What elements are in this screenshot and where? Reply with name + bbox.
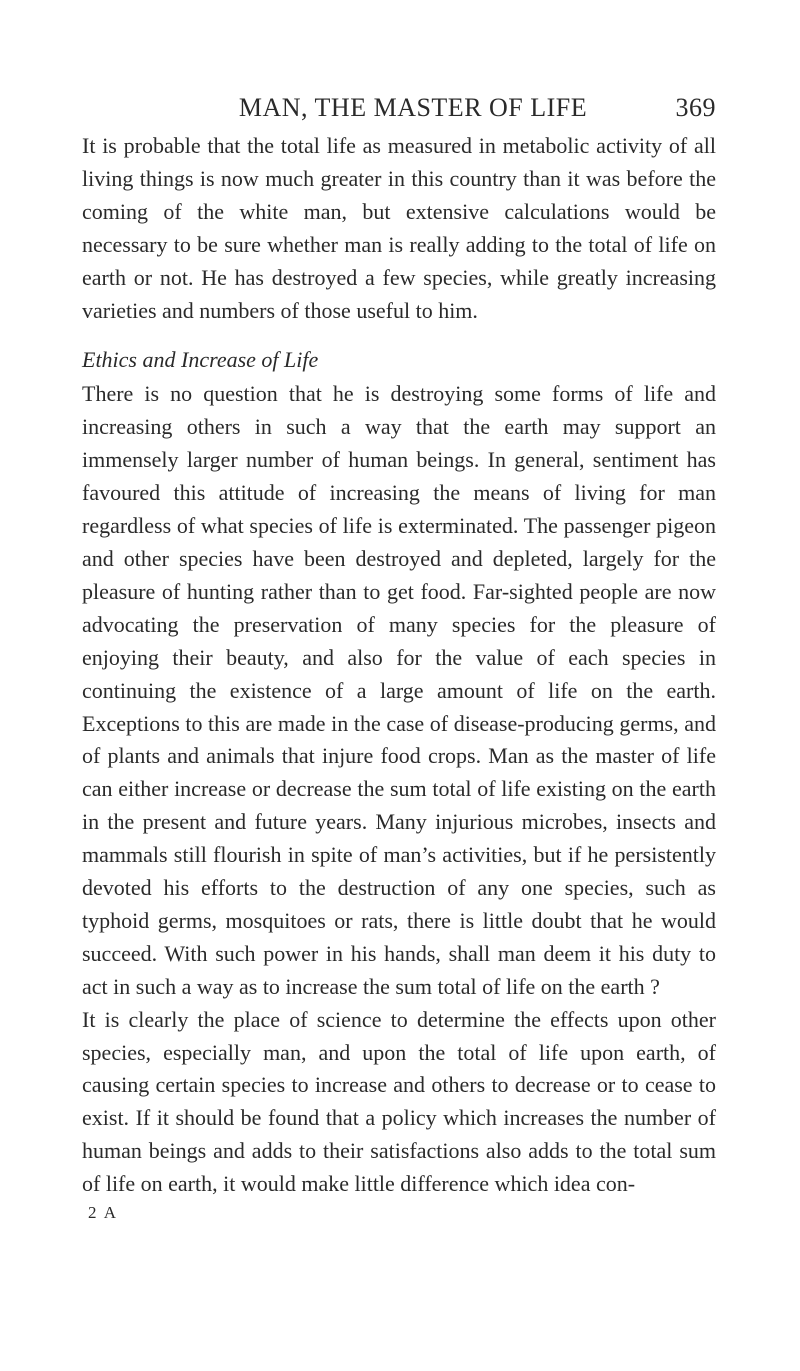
paragraph-3: It is clearly the place of science to determine the effects upon other species, especially man, and upon the total of life upon earth, of causing certain species to increase and others to decrease or to cease to exist. If it should be found that a policy which increases the number of human beings and adds to their satisfactions also adds to the total sum of life on earth, it would make little difference which idea con- (82, 1006, 716, 1197)
running-title: MAN, THE MASTER OF LIFE (238, 93, 588, 122)
section-heading: Ethics and Increase of Life (82, 347, 319, 373)
page-number: 369 (675, 93, 716, 122)
paragraph-1: It is probable that the total life as measured in metabolic activity of all living things is now much greater in this country than it was before the coming of the white man, but extensive calculations would be necessary to be sure whether man is really adding to the total of life on earth or not. He has destroyed a few species, while greatly increasing varieties and numbers of those useful to him. (82, 133, 716, 323)
book-page (82, 88, 716, 1225)
signature-mark: 2 A (88, 1203, 119, 1223)
running-head (82, 88, 716, 128)
paragraph-2: There is no question that he is destroying some forms of life and increasing others in such a way that the earth may support an immensely larger number of human beings. In general, sentiment has favoured this attitude of increasing the means of living for man regardless of what species of life is exterminated. The passenger pigeon and other species have been destroyed and depleted, largely for the pleasure of hunting rather than to get food. Far-sighted people are now advocating the preservation of many species for the pleasure of enjoying their beauty, and also for the value of each species in continuing the existence of a large amount of life on the earth. Exceptions to this are made in the case of disease-producing germs, and of plants and animals that injure food crops. Man as the master of life can either increase or decrease the sum total of life existing on the earth in the present and future years. Many injurious microbes, insects and mammals still flourish in spite of man’s activities, but if he persistently devoted his efforts to the destruction of any one species, such as typhoid germs, mosquitoes or rats, there is little doubt that he would succeed. With such power in his hands, shall man deem it his duty to act in such a way as to increase the sum total of life on the earth ? (82, 381, 716, 999)
